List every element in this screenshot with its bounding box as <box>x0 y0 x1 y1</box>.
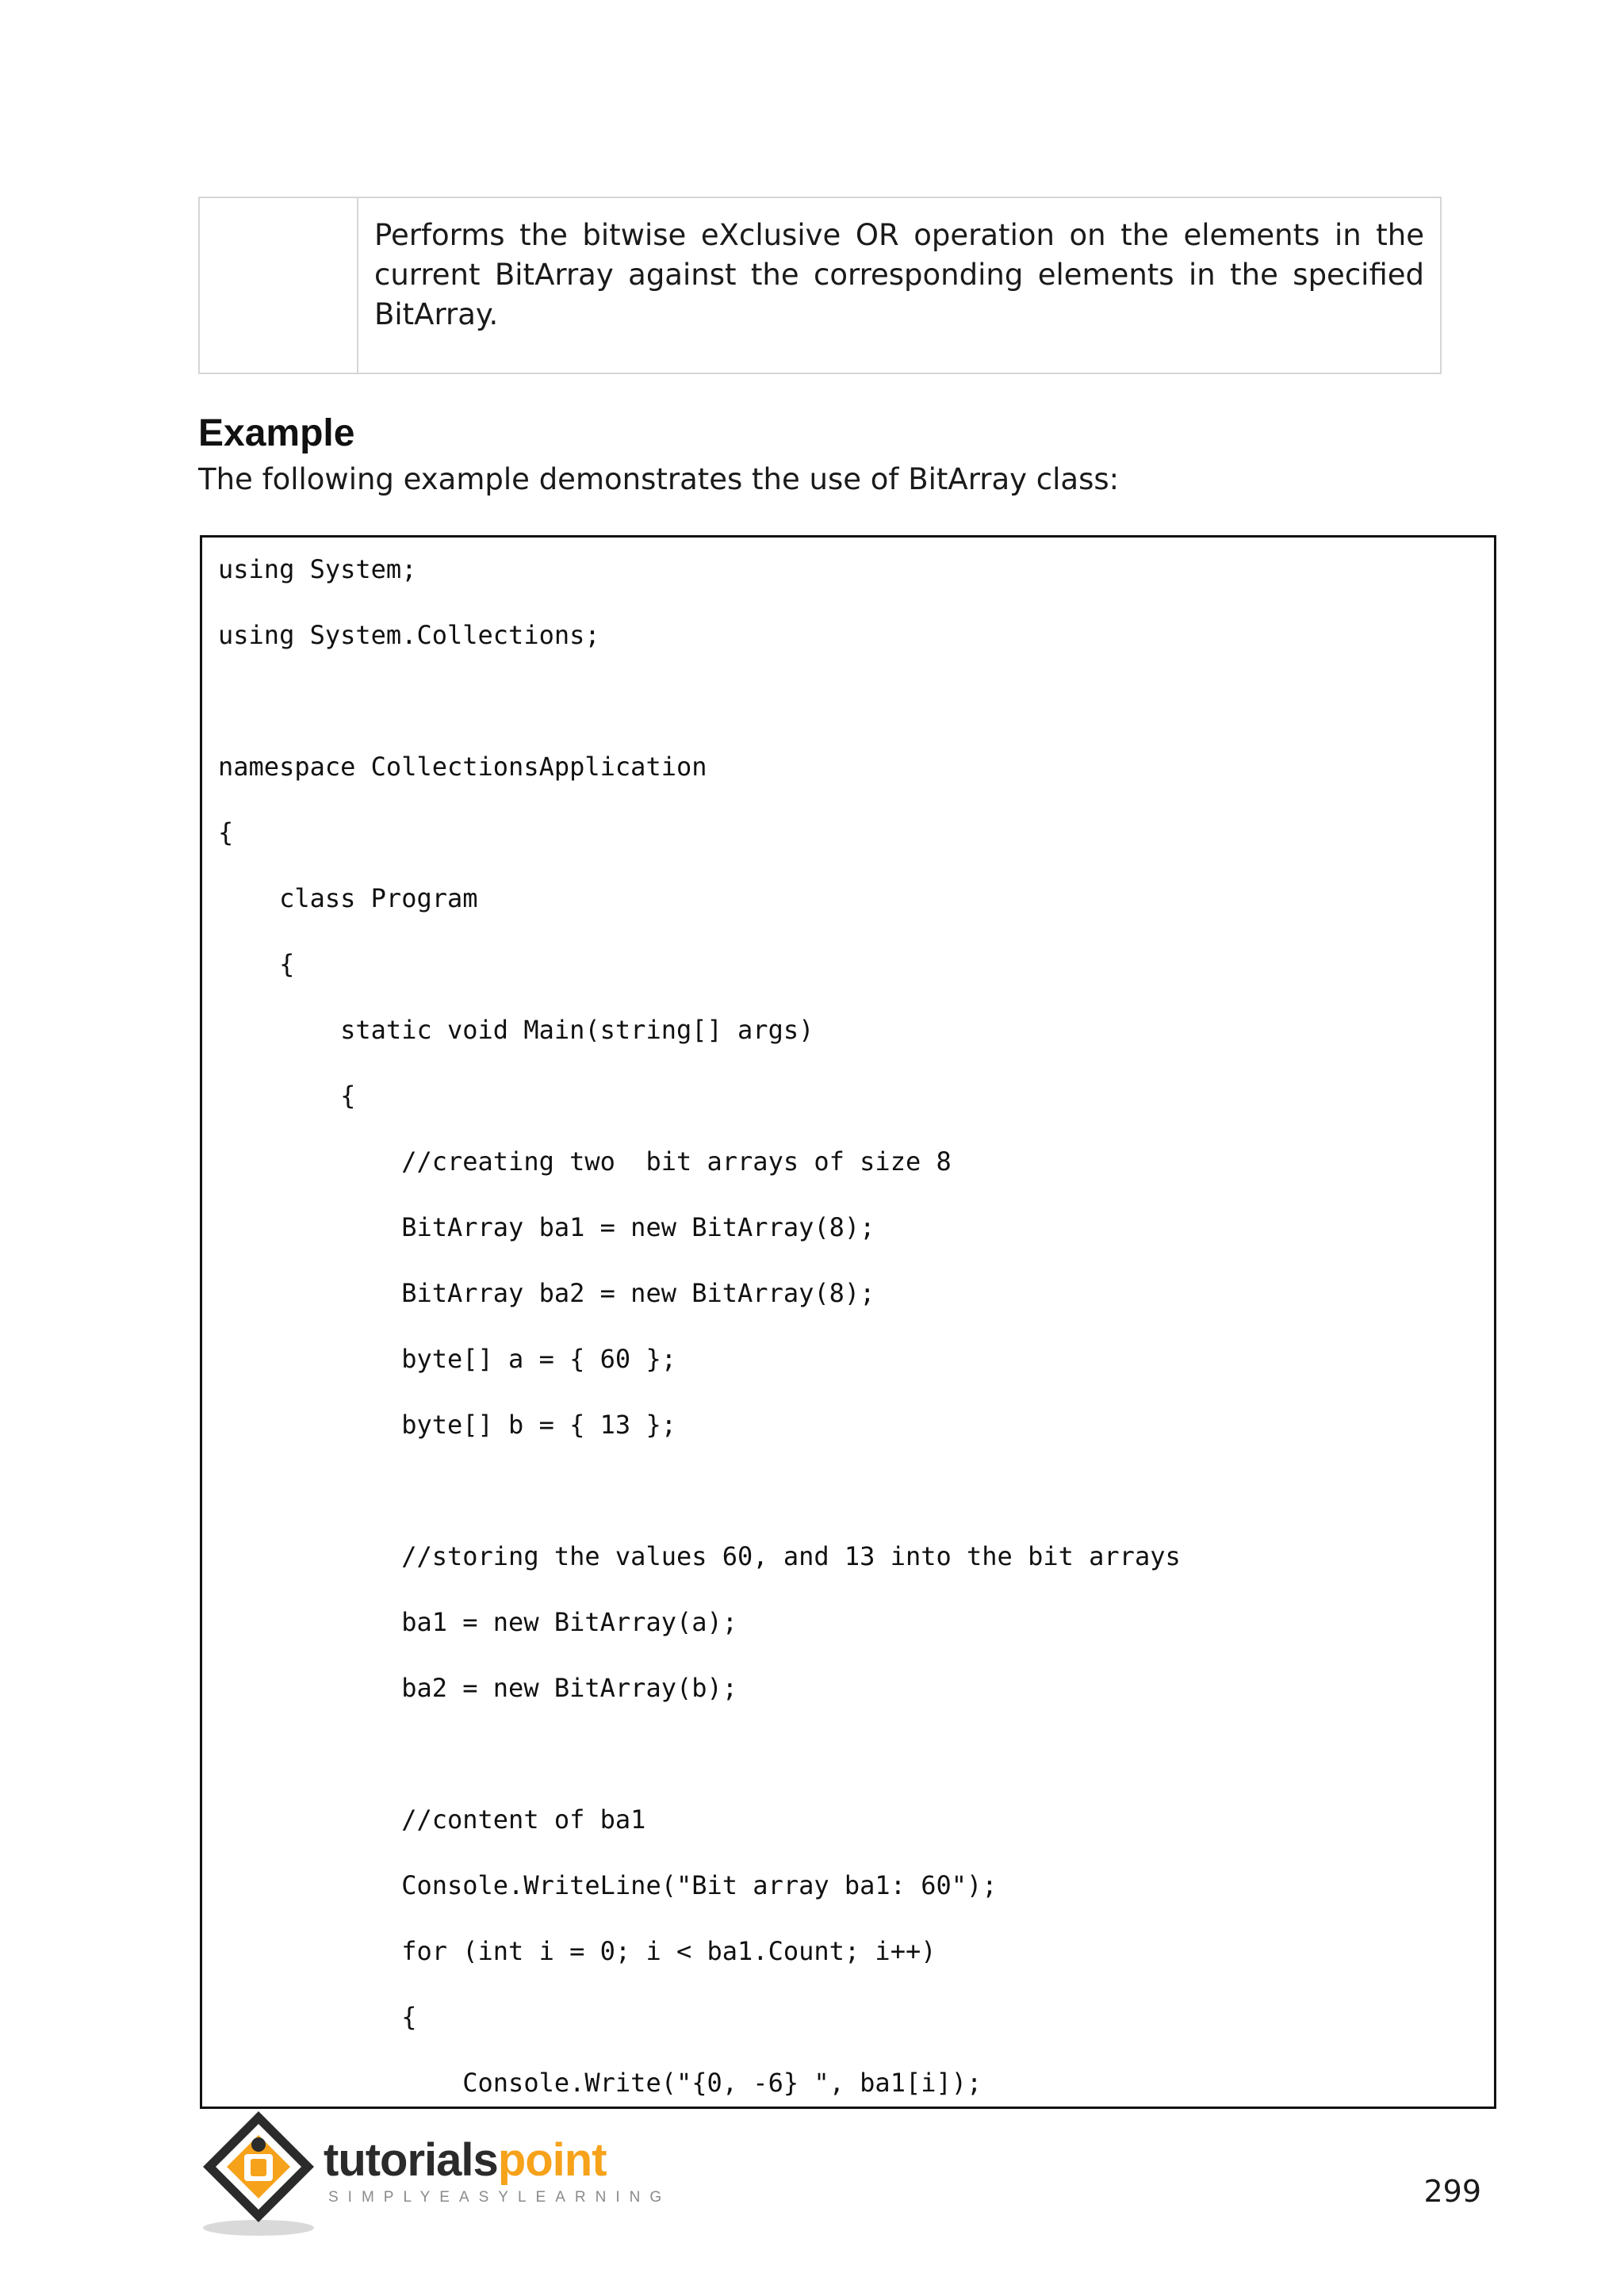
page-number: 299 <box>1423 2174 1481 2209</box>
code-line: byte[] a = { 60 }; <box>218 1344 676 1374</box>
method-description-cell: Performs the bitwise eXclusive OR operation on the elements in the current BitArray against the corresponding elements in the specified BitArray. <box>374 218 1424 331</box>
code-line <box>218 1738 1181 1804</box>
logo-diamond-icon <box>195 2105 330 2240</box>
code-line <box>218 1475 1181 1540</box>
code-line: { <box>218 949 295 979</box>
code-line: { <box>218 817 234 848</box>
section-heading: Example <box>198 412 355 454</box>
code-line: Console.Write("{0, -6} ", ba1[i]); <box>218 2068 982 2098</box>
code-line: for (int i = 0; i < ba1.Count; i++) <box>218 1936 936 1966</box>
code-block <box>200 535 1496 2109</box>
code-line: ba2 = new BitArray(b); <box>218 1673 738 1703</box>
code-line: ba1 = new BitArray(a); <box>218 1607 738 1637</box>
code-line: static void Main(string[] args) <box>218 1015 814 1045</box>
code-line: BitArray ba2 = new BitArray(8); <box>218 1278 875 1308</box>
code-lines <box>218 553 1181 2109</box>
code-line: //storing the values 60, and 13 into the bit arrays <box>218 1541 1181 1571</box>
code-line: Console.WriteLine("Bit array ba1: 60"); <box>218 1870 998 1900</box>
code-line: //creating two bit arrays of size 8 <box>218 1146 952 1177</box>
code-line: using System; <box>218 554 417 584</box>
logo-wordmark <box>324 2134 607 2186</box>
logo-text-primary: tutorials <box>324 2134 498 2186</box>
code-line: { <box>218 1081 356 1111</box>
code-line: byte[] b = { 13 }; <box>218 1410 676 1440</box>
code-line: { <box>218 2002 417 2032</box>
code-line: class Program <box>218 883 478 913</box>
code-line: //content of ba1 <box>218 1804 646 1835</box>
tutorialspoint-logo <box>195 2105 672 2240</box>
method-name-cell <box>200 198 358 373</box>
logo-text-accent: point <box>497 2134 607 2186</box>
method-table-row <box>198 197 1442 374</box>
code-line: BitArray ba1 = new BitArray(8); <box>218 1212 875 1242</box>
code-line <box>218 685 1181 751</box>
section-intro: The following example demonstrates the use of BitArray class: <box>198 462 1120 496</box>
logo-tagline: SIMPLYEASYLEARNING <box>328 2189 672 2206</box>
code-line: namespace CollectionsApplication <box>218 752 707 782</box>
code-line: using System.Collections; <box>218 620 600 650</box>
